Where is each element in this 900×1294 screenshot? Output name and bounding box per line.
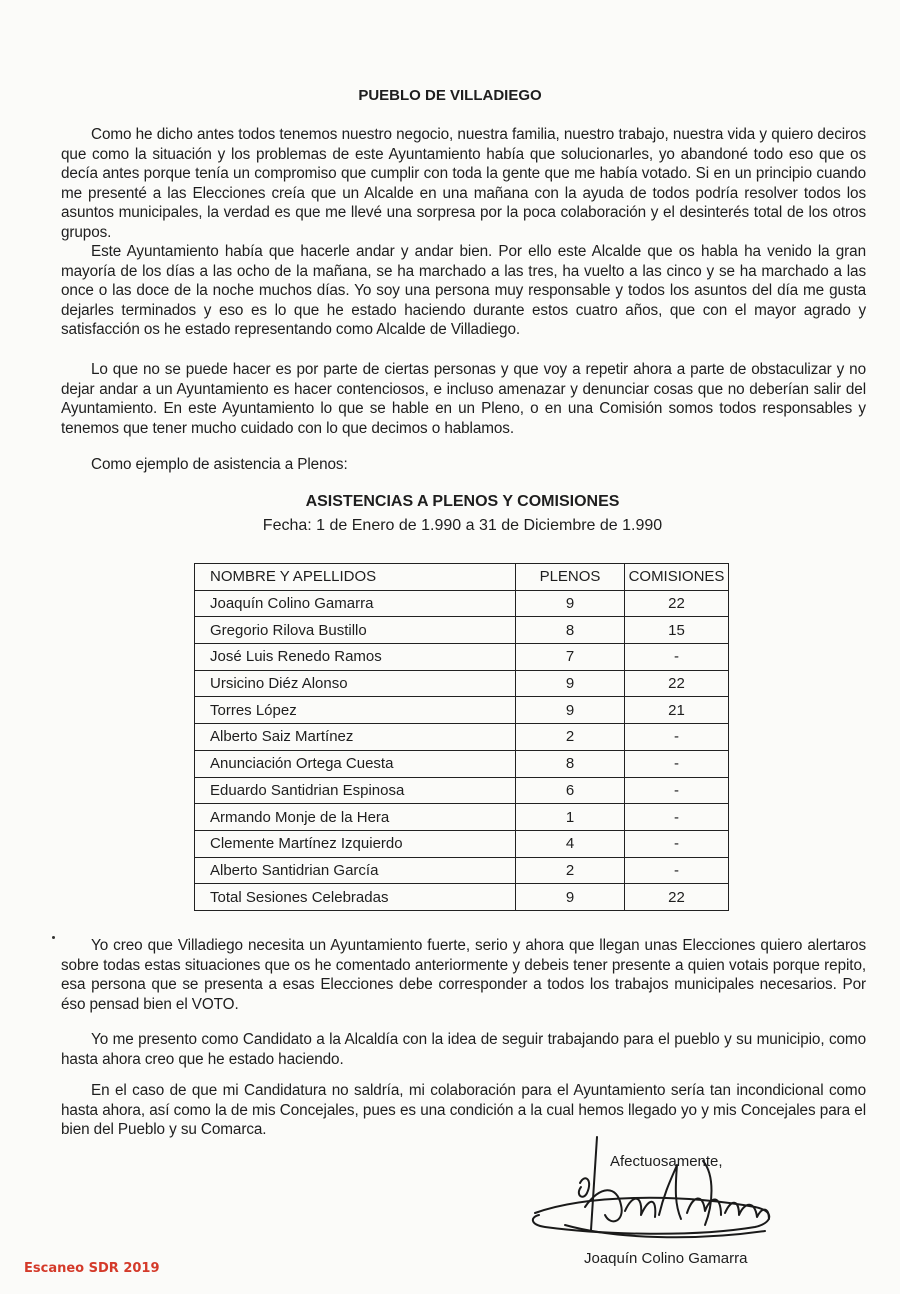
total-comisiones: 22 <box>625 884 729 911</box>
member-name: Alberto Saiz Martínez <box>195 724 516 751</box>
plenos-count: 6 <box>516 777 625 804</box>
plenos-count: 8 <box>516 750 625 777</box>
paragraph-3 <box>61 360 866 438</box>
paragraph-7-text: En el caso de que mi Candidatura no saldría, mi colaboración para el Ayuntamiento sería tan incondicional como hasta ahora, así como la de mis Concejales, pues es una condición a la cual hemos llegado yo y mis Concejales para el bien del Pueblo y su Comarca. <box>61 1082 866 1139</box>
comisiones-count: - <box>625 857 729 884</box>
member-name: José Luis Renedo Ramos <box>195 644 516 671</box>
plenos-count: 2 <box>516 857 625 884</box>
table-row <box>195 724 729 751</box>
table-row <box>195 857 729 884</box>
table-row <box>195 590 729 617</box>
table-row <box>195 644 729 671</box>
speck <box>52 936 55 939</box>
scan-watermark: Escaneo SDR 2019 <box>24 1261 160 1276</box>
table-header-row <box>195 564 729 591</box>
plenos-count: 9 <box>516 670 625 697</box>
table-row <box>195 777 729 804</box>
member-name: Alberto Santidrian García <box>195 857 516 884</box>
total-label: Total Sesiones Celebradas <box>195 884 516 911</box>
plenos-count: 9 <box>516 590 625 617</box>
total-plenos: 9 <box>516 884 625 911</box>
paragraph-4 <box>61 455 866 475</box>
paragraph-1 <box>61 125 866 243</box>
table-total-row <box>195 884 729 911</box>
member-name: Clemente Martínez Izquierdo <box>195 830 516 857</box>
comisiones-count: - <box>625 644 729 671</box>
attendance-title: ASISTENCIAS A PLENOS Y COMISIONES <box>305 493 620 510</box>
comisiones-count: 21 <box>625 697 729 724</box>
paragraph-7 <box>61 1081 866 1140</box>
table-row <box>195 670 729 697</box>
handwritten-signature <box>525 1135 785 1255</box>
member-name: Gregorio Rilova Bustillo <box>195 617 516 644</box>
plenos-count: 7 <box>516 644 625 671</box>
attendance-table <box>194 563 729 911</box>
comisiones-count: - <box>625 804 729 831</box>
page-title: PUEBLO DE VILLADIEGO <box>358 87 542 104</box>
comisiones-count: 22 <box>625 590 729 617</box>
paragraph-5 <box>61 936 866 1014</box>
member-name: Torres López <box>195 697 516 724</box>
paragraph-6-text: Yo me presento como Candidato a la Alcaldía con la idea de seguir trabajando para el pueblo y su municipio, como hasta ahora creo que he estado haciendo. <box>61 1031 866 1068</box>
table-row <box>195 804 729 831</box>
member-name: Armando Monje de la Hera <box>195 804 516 831</box>
paragraph-3-text: Lo que no se puede hacer es por parte de ciertas personas y que voy a repetir ahora a parte de obstaculizar y no dejar andar a un Ayuntamiento es hacer contenciosos, e incluso amenazar y denunciar cosas que no deberían salir del Ayuntamiento. En este Ayuntamiento lo que se hable en un Pleno, o en una Comisión somos todos responsables y tenemos que tener mucho cuidado con lo que decimos o hablamos. <box>61 361 866 437</box>
paragraph-2-text: Este Ayuntamiento había que hacerle andar y andar bien. Por ello este Alcalde que os habla ha venido la gran mayoría de los días a las ocho de la mañana, se ha marchado a las tres, ha vuelto a las cinco y se ha marchado a las once o las doce de la noche muchos días. Yo soy una persona muy responsable y todos los asuntos del día me gusta dejarles terminados y eso es lo que he estado haciendo durante estos cuatro años, que con el mayor agrado y satisfacción os he estado representando como Alcalde de Villadiego. <box>61 243 866 339</box>
attendance-date-range: Fecha: 1 de Enero de 1.990 a 31 de Diciembre de 1.990 <box>262 517 663 534</box>
paragraph-4-text: Como ejemplo de asistencia a Plenos: <box>91 456 348 473</box>
table-row <box>195 617 729 644</box>
plenos-count: 1 <box>516 804 625 831</box>
signer-name: Joaquín Colino Gamarra <box>584 1250 748 1267</box>
plenos-count: 2 <box>516 724 625 751</box>
table-row <box>195 750 729 777</box>
member-name: Joaquín Colino Gamarra <box>195 590 516 617</box>
paragraph-6 <box>61 1030 866 1069</box>
comisiones-count: 22 <box>625 670 729 697</box>
paragraph-2 <box>61 242 866 340</box>
plenos-count: 8 <box>516 617 625 644</box>
member-name: Ursicino Diéz Alonso <box>195 670 516 697</box>
comisiones-count: - <box>625 750 729 777</box>
plenos-count: 4 <box>516 830 625 857</box>
header-plenos: PLENOS <box>516 564 625 591</box>
header-name: NOMBRE Y APELLIDOS <box>195 564 516 591</box>
comisiones-count: - <box>625 830 729 857</box>
member-name: Eduardo Santidrian Espinosa <box>195 777 516 804</box>
comisiones-count: - <box>625 777 729 804</box>
table-row <box>195 697 729 724</box>
paragraph-5-text: Yo creo que Villadiego necesita un Ayuntamiento fuerte, serio y ahora que llegan unas Elecciones quiero alertaros sobre todas estas situaciones que os he comentado anteriormente y debeis tener presente a quien votais porque repito, esa persona que se presenta a esas Elecciones debe corresponder a todos los trabajos municipales necesarios. Por éso pensad bien el VOTO. <box>61 937 866 1013</box>
comisiones-count: 15 <box>625 617 729 644</box>
table-row <box>195 830 729 857</box>
plenos-count: 9 <box>516 697 625 724</box>
closing-salutation: Afectuosamente, <box>610 1153 723 1170</box>
header-comisiones: COMISIONES <box>625 564 729 591</box>
member-name: Anunciación Ortega Cuesta <box>195 750 516 777</box>
paragraph-1-text: Como he dicho antes todos tenemos nuestro negocio, nuestra familia, nuestro trabajo, nuestra vida y quiero deciros que como la situación y los problemas de este Ayuntamiento había que solucionarles, yo abandoné todo eso que os decía antes porque tenía un compromiso que cumplir con toda la gente que me había votado. Si en un principio cuando me presenté a las Elecciones creía que un Alcalde en una mañana con la ayuda de todos podría resolver todos los asuntos municipales, la verdad es que me llevé una sorpresa por la poca colaboración y el desinterés total de los otros grupos. <box>61 126 866 241</box>
comisiones-count: - <box>625 724 729 751</box>
